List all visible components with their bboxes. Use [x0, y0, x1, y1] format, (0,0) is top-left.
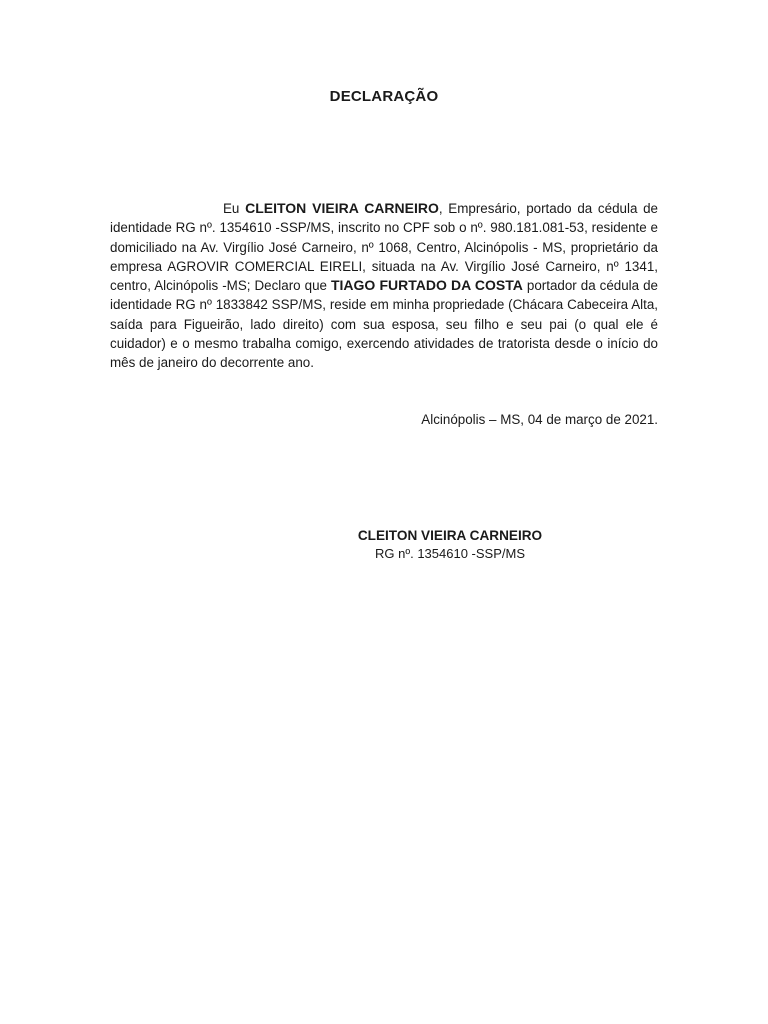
paragraph-intro: Eu: [223, 201, 246, 216]
signature-block: [310, 527, 590, 563]
signature-name: CLEITON VIEIRA CARNEIRO: [357, 528, 543, 543]
signature-rg: RG nº. 1354610 -SSP/MS: [375, 546, 525, 561]
document-title: DECLARAÇÃO: [329, 88, 439, 105]
paragraph-part-1: , Empresário, portado da cédula de identidade RG nº. 1354610 -SSP/MS, inscrito no CPF sob o nº. 980.181.081-53, residente e domiciliado na Av. Virgílio José Carneiro, nº 1068, Centro, Alcinópolis - MS, proprietário da empresa AGROVIR COMERCIAL EIRELI, situada na Av. Virgílio José Carneiro, nº 1341, centro, Alcinópolis -MS; Declaro que: [110, 201, 658, 294]
paragraph-part-2: portador da cédula de identidade RG nº 1833842 SSP/MS, reside em minha propriedade (Chácara Cabeceira Alta, saída para Figueirão, lado direito) com sua esposa, seu filho e seu pai (o qual ele é cuidador) e o mesmo trabalha comigo, exercendo atividades de tratorista desde o início do mês de janeiro do decorrente ano.: [110, 278, 658, 371]
declarant-name: CLEITON VIEIRA CARNEIRO: [245, 200, 439, 216]
declaration-paragraph: [110, 199, 658, 373]
subject-name: TIAGO FURTADO DA COSTA: [330, 277, 523, 294]
date-location-line: Alcinópolis – MS, 04 de março de 2021.: [421, 412, 658, 427]
